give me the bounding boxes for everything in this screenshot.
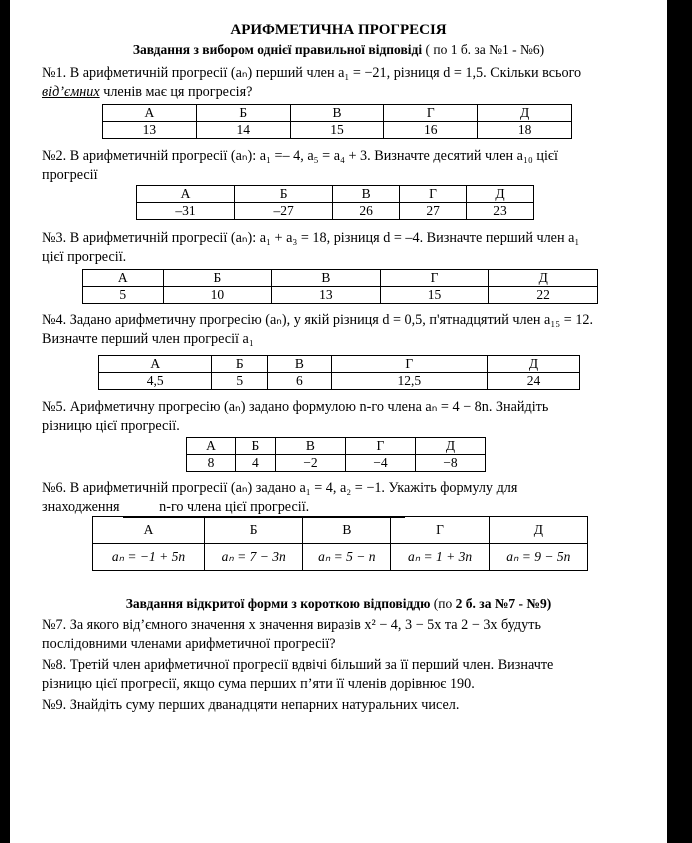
- q6-answer-e: aₙ = 9 − 5n: [489, 544, 587, 571]
- q4-header-a: А: [99, 356, 212, 373]
- section-1-note: ( по 1 б. за №1 - №6): [425, 42, 545, 57]
- q5-header-b: Б: [235, 438, 275, 455]
- answer-table-1-values-row: [103, 122, 572, 139]
- worksheet-page: [10, 0, 667, 843]
- question-7: [42, 616, 640, 654]
- answer-table-4-header-row: [99, 356, 580, 373]
- question-3: [42, 229, 640, 267]
- q2-header-b: Б: [235, 186, 333, 203]
- q2-header-a: А: [137, 186, 235, 203]
- question-2-line-1: №2. В арифметичній прогресії (aₙ): a₁ =– 4, a₅ = a₄ + 3. Визначте десятий член a₁₀ цієї: [42, 148, 558, 164]
- q6-answer-d: aₙ = 1 + 3n: [391, 544, 489, 571]
- question-7-line-2: послідовними членами арифметичної прогресії?: [42, 636, 336, 652]
- question-8-line-1: №8. Третій член арифметичної прогресії вдвічі більший за її перший член. Визначте: [42, 657, 554, 673]
- section-2-note: 2 б. за №7 - №9): [455, 596, 552, 611]
- answer-table-4: [98, 355, 580, 390]
- q4-header-b: Б: [212, 356, 268, 373]
- question-6-line-1: №6. В арифметичній прогресії (aₙ) задано a₁ = 4, a₂ = −1. Укажіть формулу для: [42, 480, 518, 496]
- answer-table-3-values-row: [83, 287, 598, 304]
- question-7-line-1: №7. За якого від’ємного значення x значення виразів x² − 4, 3 − 5x та 2 − 3x будуть: [42, 617, 541, 633]
- question-3-line-2: цієї прогресії.: [42, 249, 127, 265]
- q5-header-d: Г: [345, 438, 415, 455]
- answer-table-2: [136, 185, 534, 220]
- question-4: [42, 311, 640, 349]
- answer-table-3: [82, 269, 598, 304]
- question-1-line-2: [42, 83, 640, 102]
- q6-header-e: Д: [489, 517, 587, 544]
- q4-answer-c: 6: [268, 373, 332, 390]
- q3-answer-c: 13: [272, 287, 381, 304]
- question-1-rest: членів має ця прогресія?: [99, 84, 253, 100]
- answer-table-2-header-row: [137, 186, 534, 203]
- question-3-line-1: №3. В арифметичній прогресії (aₙ): a₁ + a₃ = 18, різниця d = –4. Визначте перший член a₁: [42, 230, 580, 246]
- question-2: [42, 147, 640, 185]
- question-6-line-2: [42, 498, 640, 518]
- question-2-line-2: прогресії: [42, 167, 98, 183]
- question-1: [42, 64, 640, 102]
- q1-header-a: А: [103, 105, 197, 122]
- section-2-note-pre: (по: [433, 596, 456, 611]
- answer-table-5-header-row: [187, 438, 486, 455]
- section-2-title: Завдання відкритої форми з короткою відповіддю: [125, 596, 431, 611]
- q2-answer-b: –27: [235, 203, 333, 220]
- q6-header-c: В: [303, 517, 391, 544]
- answer-table-6: [92, 516, 588, 571]
- q6-header-a: А: [93, 517, 205, 544]
- q4-answer-a: 4,5: [99, 373, 212, 390]
- q6-header-d: Г: [391, 517, 489, 544]
- page-title: АРИФМЕТИЧНА ПРОГРЕСІЯ: [230, 22, 447, 38]
- q3-answer-d: 15: [380, 287, 489, 304]
- q2-header-d: Г: [400, 186, 467, 203]
- question-8-line-2: різницю цієї прогресії, якщо сума перших п’яти її членів дорівнює 190.: [42, 676, 475, 692]
- q4-header-c: В: [268, 356, 332, 373]
- question-8: [42, 656, 640, 694]
- question-6: [42, 479, 640, 518]
- answer-table-4-values-row: [99, 373, 580, 390]
- question-1-line-1: №1. В арифметичній прогресії (aₙ) перший член a₁ = −21, різниця d = 1,5. Скільки всього: [42, 65, 582, 81]
- q5-answer-c: −2: [275, 455, 345, 472]
- section-2-heading: [10, 596, 667, 612]
- section-1-heading: [10, 42, 667, 58]
- q2-header-e: Д: [467, 186, 534, 203]
- q3-header-b: Б: [163, 270, 272, 287]
- q5-answer-e: −8: [415, 455, 485, 472]
- q2-answer-d: 27: [400, 203, 467, 220]
- q1-answer-a: 13: [103, 122, 197, 139]
- section-1-title: Завдання з вибором однієї правильної відповіді: [132, 42, 423, 57]
- question-5: [42, 398, 640, 436]
- question-4-line-2: Визначте перший член прогресії a₁: [42, 331, 254, 347]
- question-1-emphasis: від’ємних: [42, 84, 100, 100]
- answer-table-5: [186, 437, 486, 472]
- answer-table-1-header-row: [103, 105, 572, 122]
- q3-answer-e: 22: [489, 287, 598, 304]
- answer-table-3-header-row: [83, 270, 598, 287]
- q1-answer-d: 16: [384, 122, 478, 139]
- q2-header-c: В: [333, 186, 400, 203]
- q1-header-c: В: [290, 105, 384, 122]
- question-5-line-1: №5. Арифметичну прогресію (aₙ) задано формулою n-го члена aₙ = 4 − 8n. Знайдіть: [42, 399, 549, 415]
- q5-answer-d: −4: [345, 455, 415, 472]
- q3-header-a: А: [83, 270, 164, 287]
- answer-table-6-header-row: [93, 517, 588, 544]
- question-9: [42, 696, 640, 715]
- question-9-line-1: №9. Знайдіть суму перших дванадцяти непарних натуральних чисел.: [42, 697, 460, 713]
- question-5-line-2: різницю цієї прогресії.: [42, 418, 180, 434]
- answer-table-6-values-row: [93, 544, 588, 571]
- q4-answer-d: 12,5: [331, 373, 487, 390]
- question-6-prefix: знаходження: [42, 499, 120, 515]
- q3-header-d: Г: [380, 270, 489, 287]
- q4-header-e: Д: [487, 356, 579, 373]
- q2-answer-c: 26: [333, 203, 400, 220]
- q3-header-c: В: [272, 270, 381, 287]
- q6-answer-b: aₙ = 7 − 3n: [205, 544, 303, 571]
- q3-answer-a: 5: [83, 287, 164, 304]
- q3-answer-b: 10: [163, 287, 272, 304]
- q6-header-b: Б: [205, 517, 303, 544]
- q5-answer-b: 4: [235, 455, 275, 472]
- question-4-line-1: №4. Задано арифметичну прогресію (aₙ), у якій різниця d = 0,5, п'ятнадцятий член a₁₅ = 12.: [42, 312, 594, 328]
- q5-answer-a: 8: [187, 455, 236, 472]
- q1-header-e: Д: [478, 105, 572, 122]
- answer-table-5-values-row: [187, 455, 486, 472]
- q1-answer-e: 18: [478, 122, 572, 139]
- q6-answer-a: aₙ = −1 + 5n: [93, 544, 205, 571]
- q4-answer-b: 5: [212, 373, 268, 390]
- q5-header-c: В: [275, 438, 345, 455]
- question-6-blank-text: n-го члена цієї прогресії.: [159, 499, 310, 515]
- question-6-blank: [123, 498, 405, 518]
- q1-header-d: Г: [384, 105, 478, 122]
- q5-header-a: А: [187, 438, 236, 455]
- q1-header-b: Б: [196, 105, 290, 122]
- q1-answer-c: 15: [290, 122, 384, 139]
- answer-table-1: [102, 104, 572, 139]
- q4-answer-e: 24: [487, 373, 579, 390]
- q3-header-e: Д: [489, 270, 598, 287]
- q2-answer-e: 23: [467, 203, 534, 220]
- q5-header-e: Д: [415, 438, 485, 455]
- q2-answer-a: –31: [137, 203, 235, 220]
- q1-answer-b: 14: [196, 122, 290, 139]
- answer-table-2-values-row: [137, 203, 534, 220]
- q4-header-d: Г: [331, 356, 487, 373]
- q6-answer-c: aₙ = 5 − n: [303, 544, 391, 571]
